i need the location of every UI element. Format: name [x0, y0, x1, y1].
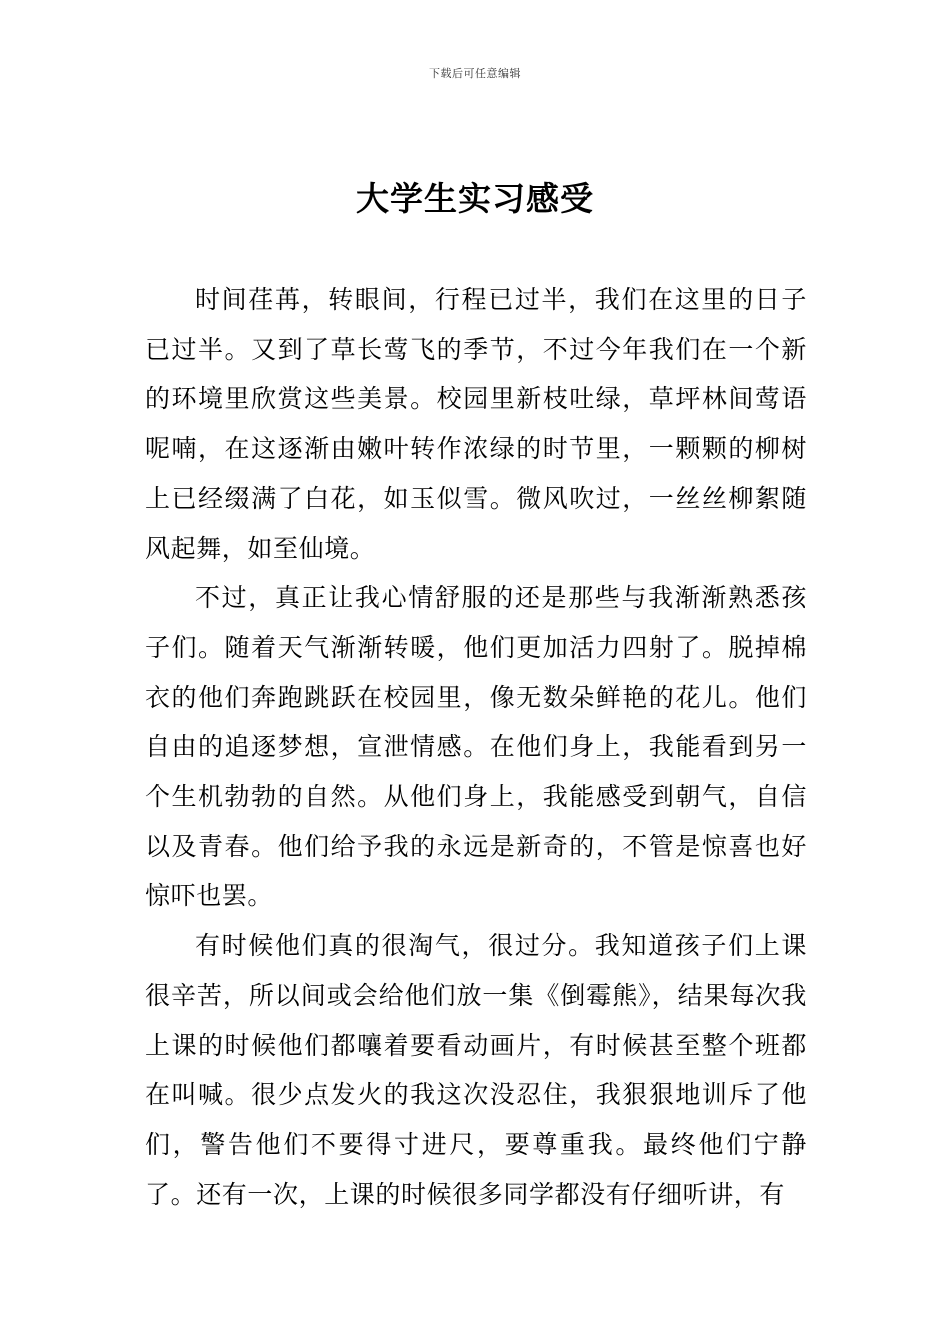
- paragraph-3: 有时候他们真的很淘气，很过分。我知道孩子们上课很辛苦，所以间或会给他们放一集《倒霉熊》，结果每次我上课的时候他们都嚷着要看动画片，有时候甚至整个班都在叫喊。很少点发火的我这次没忍住，我狠狠地训斥了他们，警告他们不要得寸进尺，要尊重我。最终他们宁静了。还有一次，上课的时候很多同学都没有仔细听讲，有: [145, 931, 807, 1209]
- paragraph-1: 时间荏苒，转眼间，行程已过半，我们在这里的日子已过半。又到了草长莺飞的季节，不过今年我们在一个新的环境里欣赏这些美景。校园里新枝吐绿，草坪林间莺语呢喃，在这逐渐由嫩叶转作浓绿的时节里，一颗颗的柳树上已经缀满了白花，如玉似雪。微风吹过，一丝丝柳絮随风起舞，如至仙境。: [145, 285, 807, 563]
- header-note: 下载后可任意编辑: [429, 67, 521, 80]
- document-title: 大学生实习感受: [356, 179, 594, 218]
- paragraph-2: 不过，真正让我心情舒服的还是那些与我渐渐熟悉孩子们。随着天气渐渐转暖，他们更加活力四射了。脱掉棉衣的他们奔跑跳跃在校园里，像无数朵鲜艳的花儿。他们自由的追逐梦想，宣泄情感。在他们身上，我能看到另一个生机勃勃的自然。从他们身上，我能感受到朝气，自信以及青春。他们给予我的永远是新奇的，不管是惊喜也好惊吓也罢。: [145, 583, 807, 911]
- document-body: [145, 275, 807, 1219]
